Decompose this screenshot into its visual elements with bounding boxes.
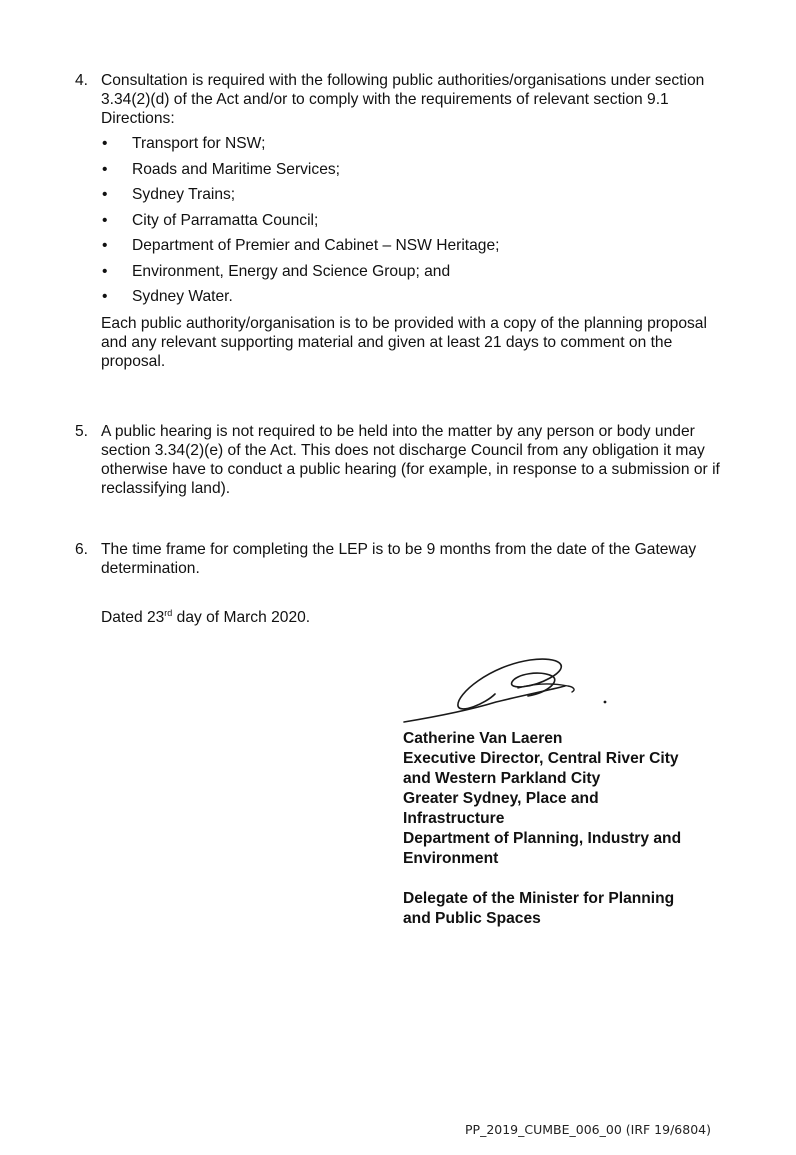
list-item: • City of Parramatta Council;	[102, 211, 319, 229]
signatory-department: Department of Planning, Industry and	[403, 830, 682, 847]
list-item-4	[75, 71, 725, 371]
signatory-title: Executive Director, Central River City	[403, 750, 679, 767]
delegate-line: and Public Spaces	[403, 910, 541, 927]
date-line: Dated 23rd day of March 2020.	[101, 608, 311, 626]
bullet-icon: •	[102, 160, 108, 178]
list-item-5	[75, 422, 725, 498]
item-number: 6.	[75, 541, 89, 558]
bullet-icon: •	[102, 288, 108, 305]
list-item: • Sydney Water.	[102, 288, 233, 305]
item-text: The time frame for completing the LEP is to be 9 months from the date of the Gateway determination.	[101, 541, 697, 577]
authority-list	[101, 134, 725, 313]
bullet-icon: •	[102, 262, 108, 280]
signatory-name: Catherine Van Laeren	[403, 730, 563, 747]
list-item: • Transport for NSW;	[102, 135, 266, 152]
bullet-icon: •	[102, 237, 108, 254]
bullet-icon: •	[102, 211, 108, 229]
signatory-title: and Western Parkland City	[403, 770, 601, 787]
item-text: A public hearing is not required to be held into the matter by any person or body under section 3.34(2)(e) of the Act. This does not discharge Council from any obligation it may otherwise have to conduct a public hearing (for example, in response to a submission or if reclassifying land).	[101, 423, 720, 497]
list-item: • Roads and Maritime Services;	[102, 160, 340, 178]
signature-image	[400, 652, 615, 727]
signatory-block	[403, 729, 743, 929]
list-item: • Department of Premier and Cabinet – NSW Heritage;	[102, 237, 500, 254]
bullet-icon: •	[102, 186, 108, 203]
list-item: • Environment, Energy and Science Group; and	[102, 262, 451, 280]
ordinal-suffix: rd	[164, 608, 173, 618]
item-closing-text: Each public authority/organisation is to be provided with a copy of the planning proposal and any relevant supporting material and given at least 21 days to comment on the proposal.	[101, 314, 707, 370]
list-item-6	[75, 540, 725, 578]
signatory-division: Infrastructure	[403, 810, 505, 827]
item-number: 4.	[75, 72, 89, 89]
delegate-line: Delegate of the Minister for Planning	[403, 890, 675, 907]
list-item: • Sydney Trains;	[102, 186, 236, 203]
signatory-department: Environment	[403, 850, 499, 867]
item-number: 5.	[75, 423, 89, 440]
bullet-icon: •	[102, 135, 108, 152]
item-text: Consultation is required with the following public authorities/organisations under section 3.34(2)(d) of the Act and/or to comply with the requirements of relevant section 9.1 Directions:	[101, 72, 705, 127]
document-reference: PP_2019_CUMBE_006_00 (IRF 19/6804)	[465, 1122, 711, 1137]
signatory-division: Greater Sydney, Place and	[403, 790, 599, 807]
